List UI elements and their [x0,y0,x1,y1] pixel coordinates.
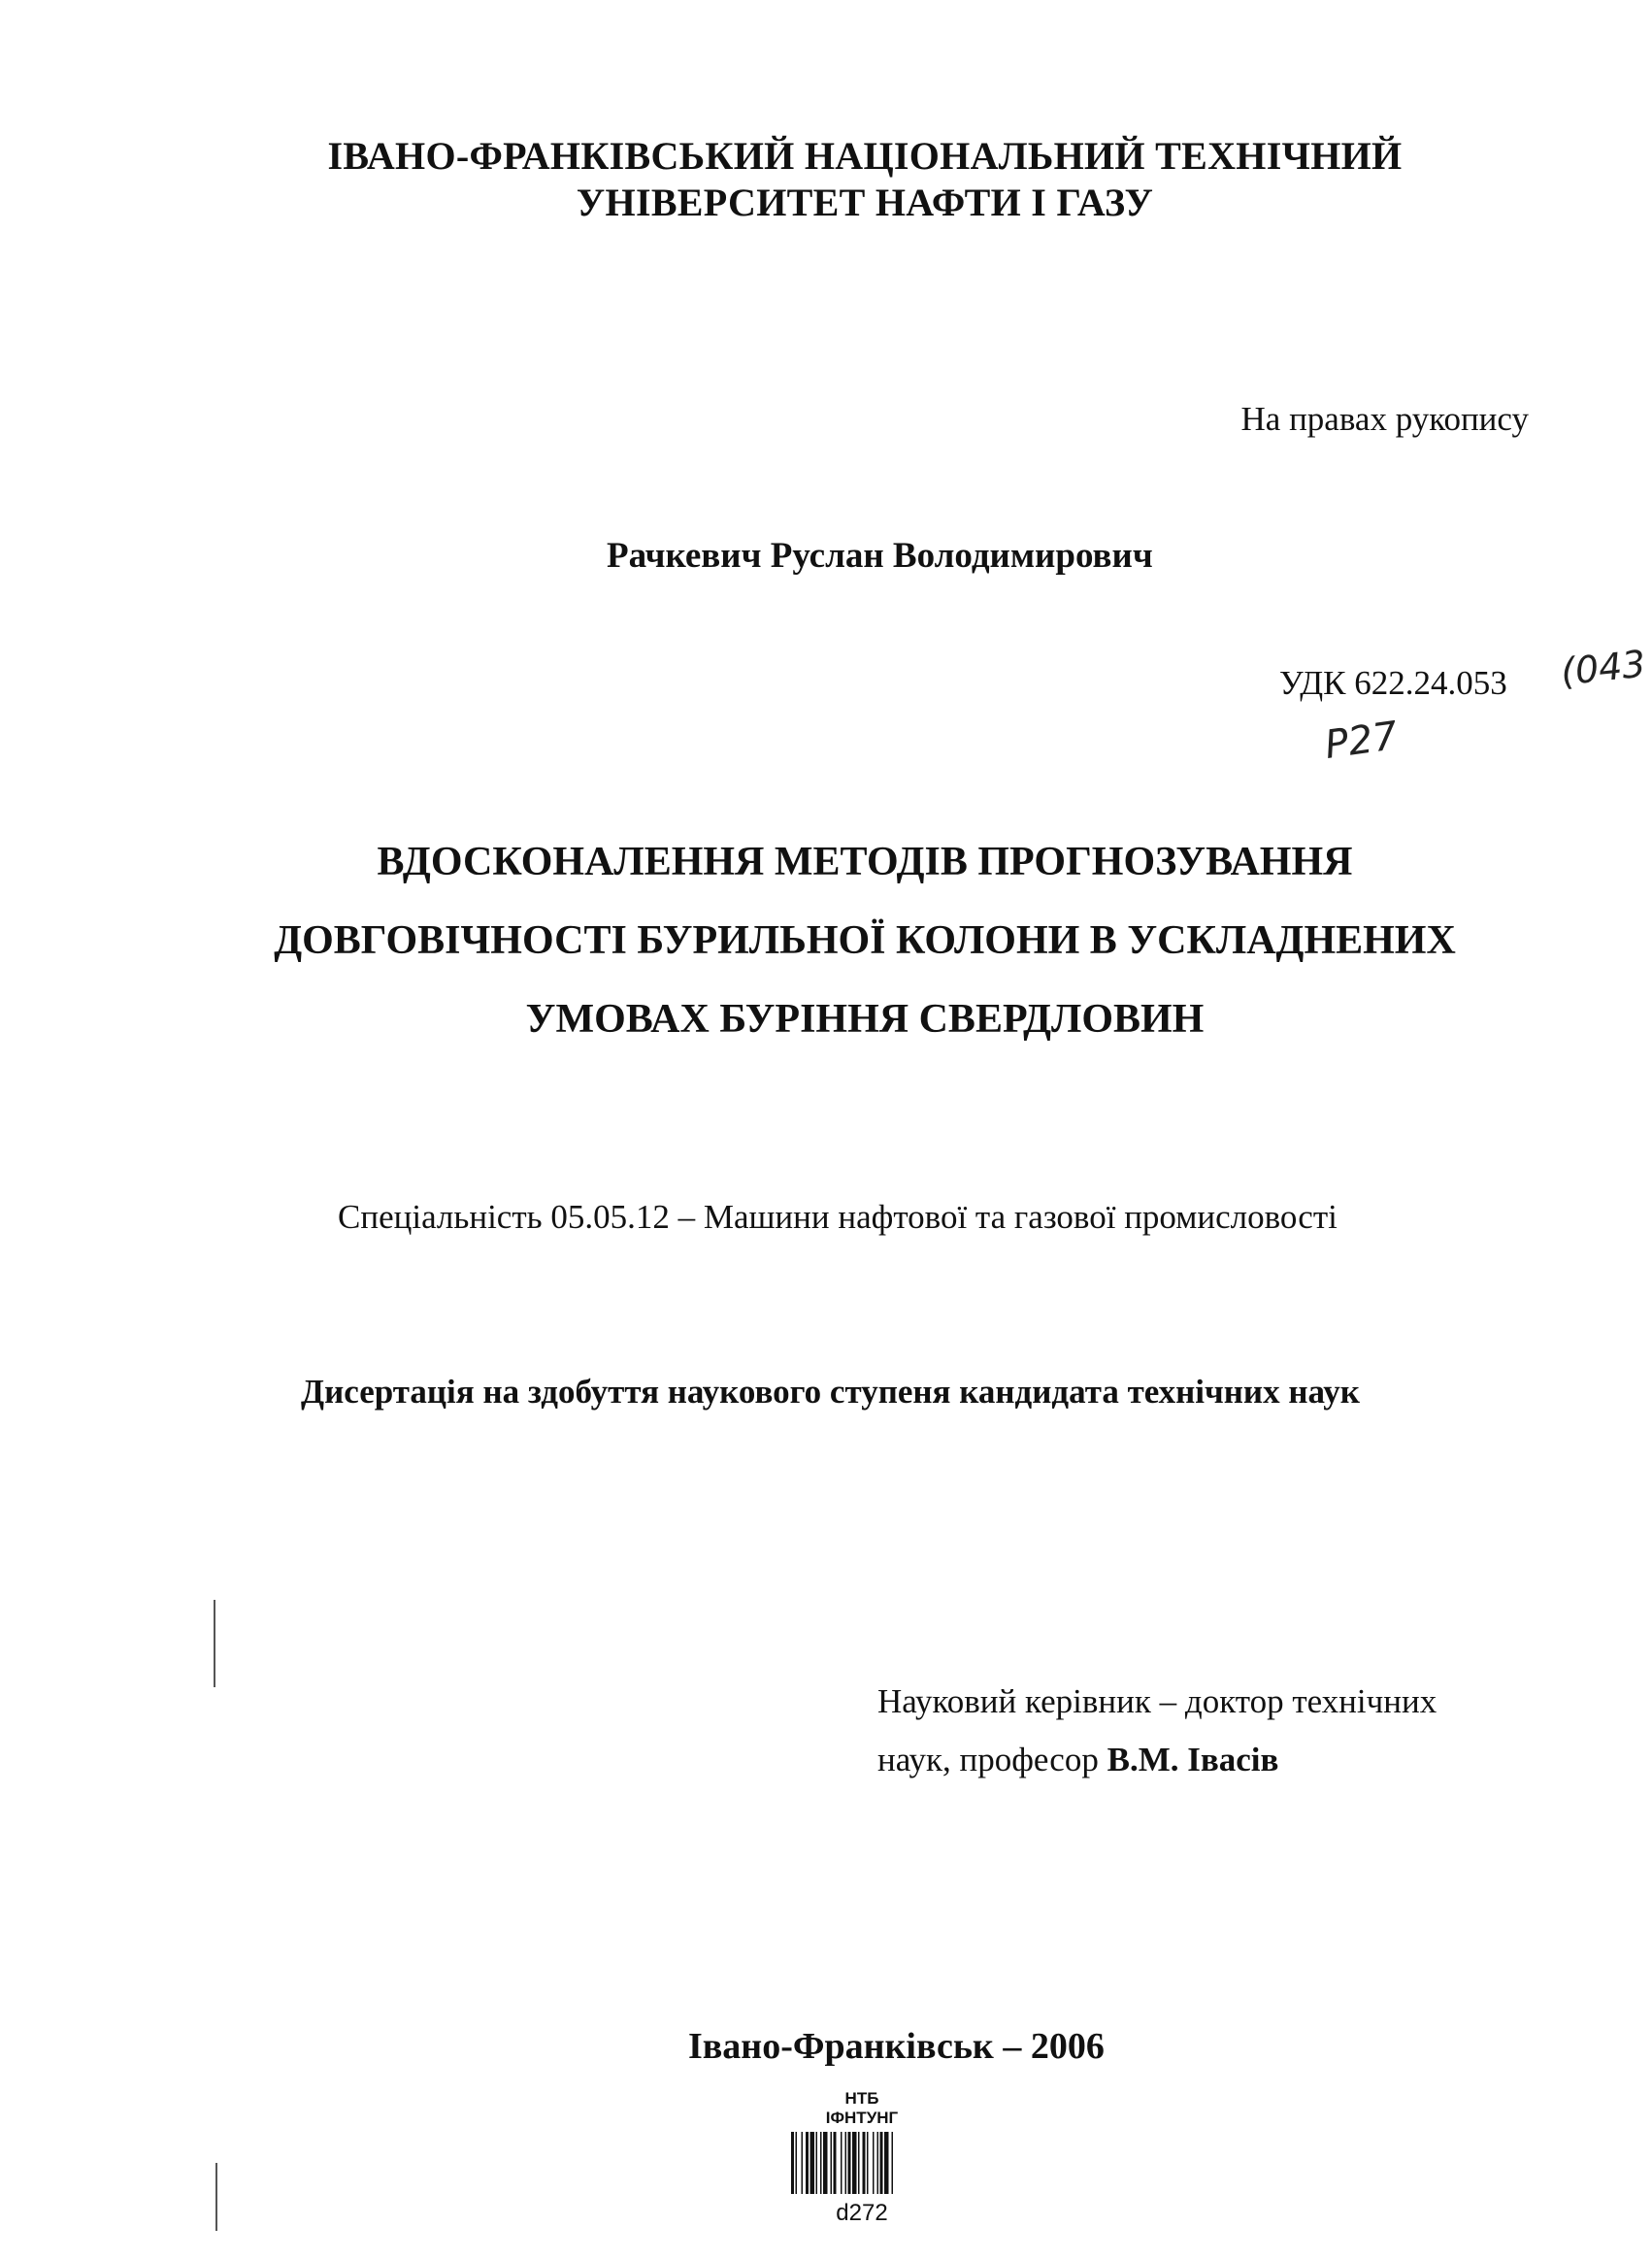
supervisor-title: наук, професор [877,1741,1107,1778]
stamp-university-abbr: ІФНТУНГ [825,2109,899,2127]
manuscript-note: На правах рукопису [1240,400,1529,438]
udc-code: УДК 622.24.053 [1279,664,1507,702]
scan-artifact-line [215,2163,217,2231]
handwritten-udc-suffix: (043 [1558,642,1648,694]
supervisor-line1: Науковий керівник – доктор технічних [877,1682,1437,1720]
degree-statement: Дисертація на здобуття наукового ступеня кандидата технічних наук [301,1373,1360,1411]
university-name-line1: ІВАНО-ФРАНКІВСЬКИЙ НАЦІОНАЛЬНИЙ ТЕХНІЧНИЙ [327,134,1403,178]
dissertation-title-line2: ДОВГОВІЧНОСТІ БУРИЛЬНОЇ КОЛОНИ В УСКЛАДНЕНИХ [274,918,1456,963]
dissertation-title-line3: УМОВАХ БУРІННЯ СВЕРДЛОВИН [525,997,1205,1042]
dissertation-title-line1: ВДОСКОНАЛЕННЯ МЕТОДІВ ПРОГНОЗУВАННЯ [377,840,1353,884]
handwritten-shelf-mark: Р27 [1322,714,1401,768]
author-name: Рачкевич Руслан Володимирович [607,536,1153,576]
university-name-line2: УНІВЕРСИТЕТ НАФТИ І ГАЗУ [576,181,1154,224]
scan-artifact-line [214,1600,215,1687]
stamp-code: d272 [836,2200,888,2226]
barcode-icon [789,2132,935,2194]
supervisor-name: В.М. Івасів [1107,1741,1279,1778]
city-year: Івано-Франківськ – 2006 [688,2026,1105,2067]
specialty-line: Спеціальність 05.05.12 – Машини нафтової та газової промисловості [338,1198,1338,1236]
library-stamp [784,2089,940,2227]
supervisor-line2 [877,1741,1278,1779]
stamp-library-abbr: НТБ [844,2089,879,2108]
